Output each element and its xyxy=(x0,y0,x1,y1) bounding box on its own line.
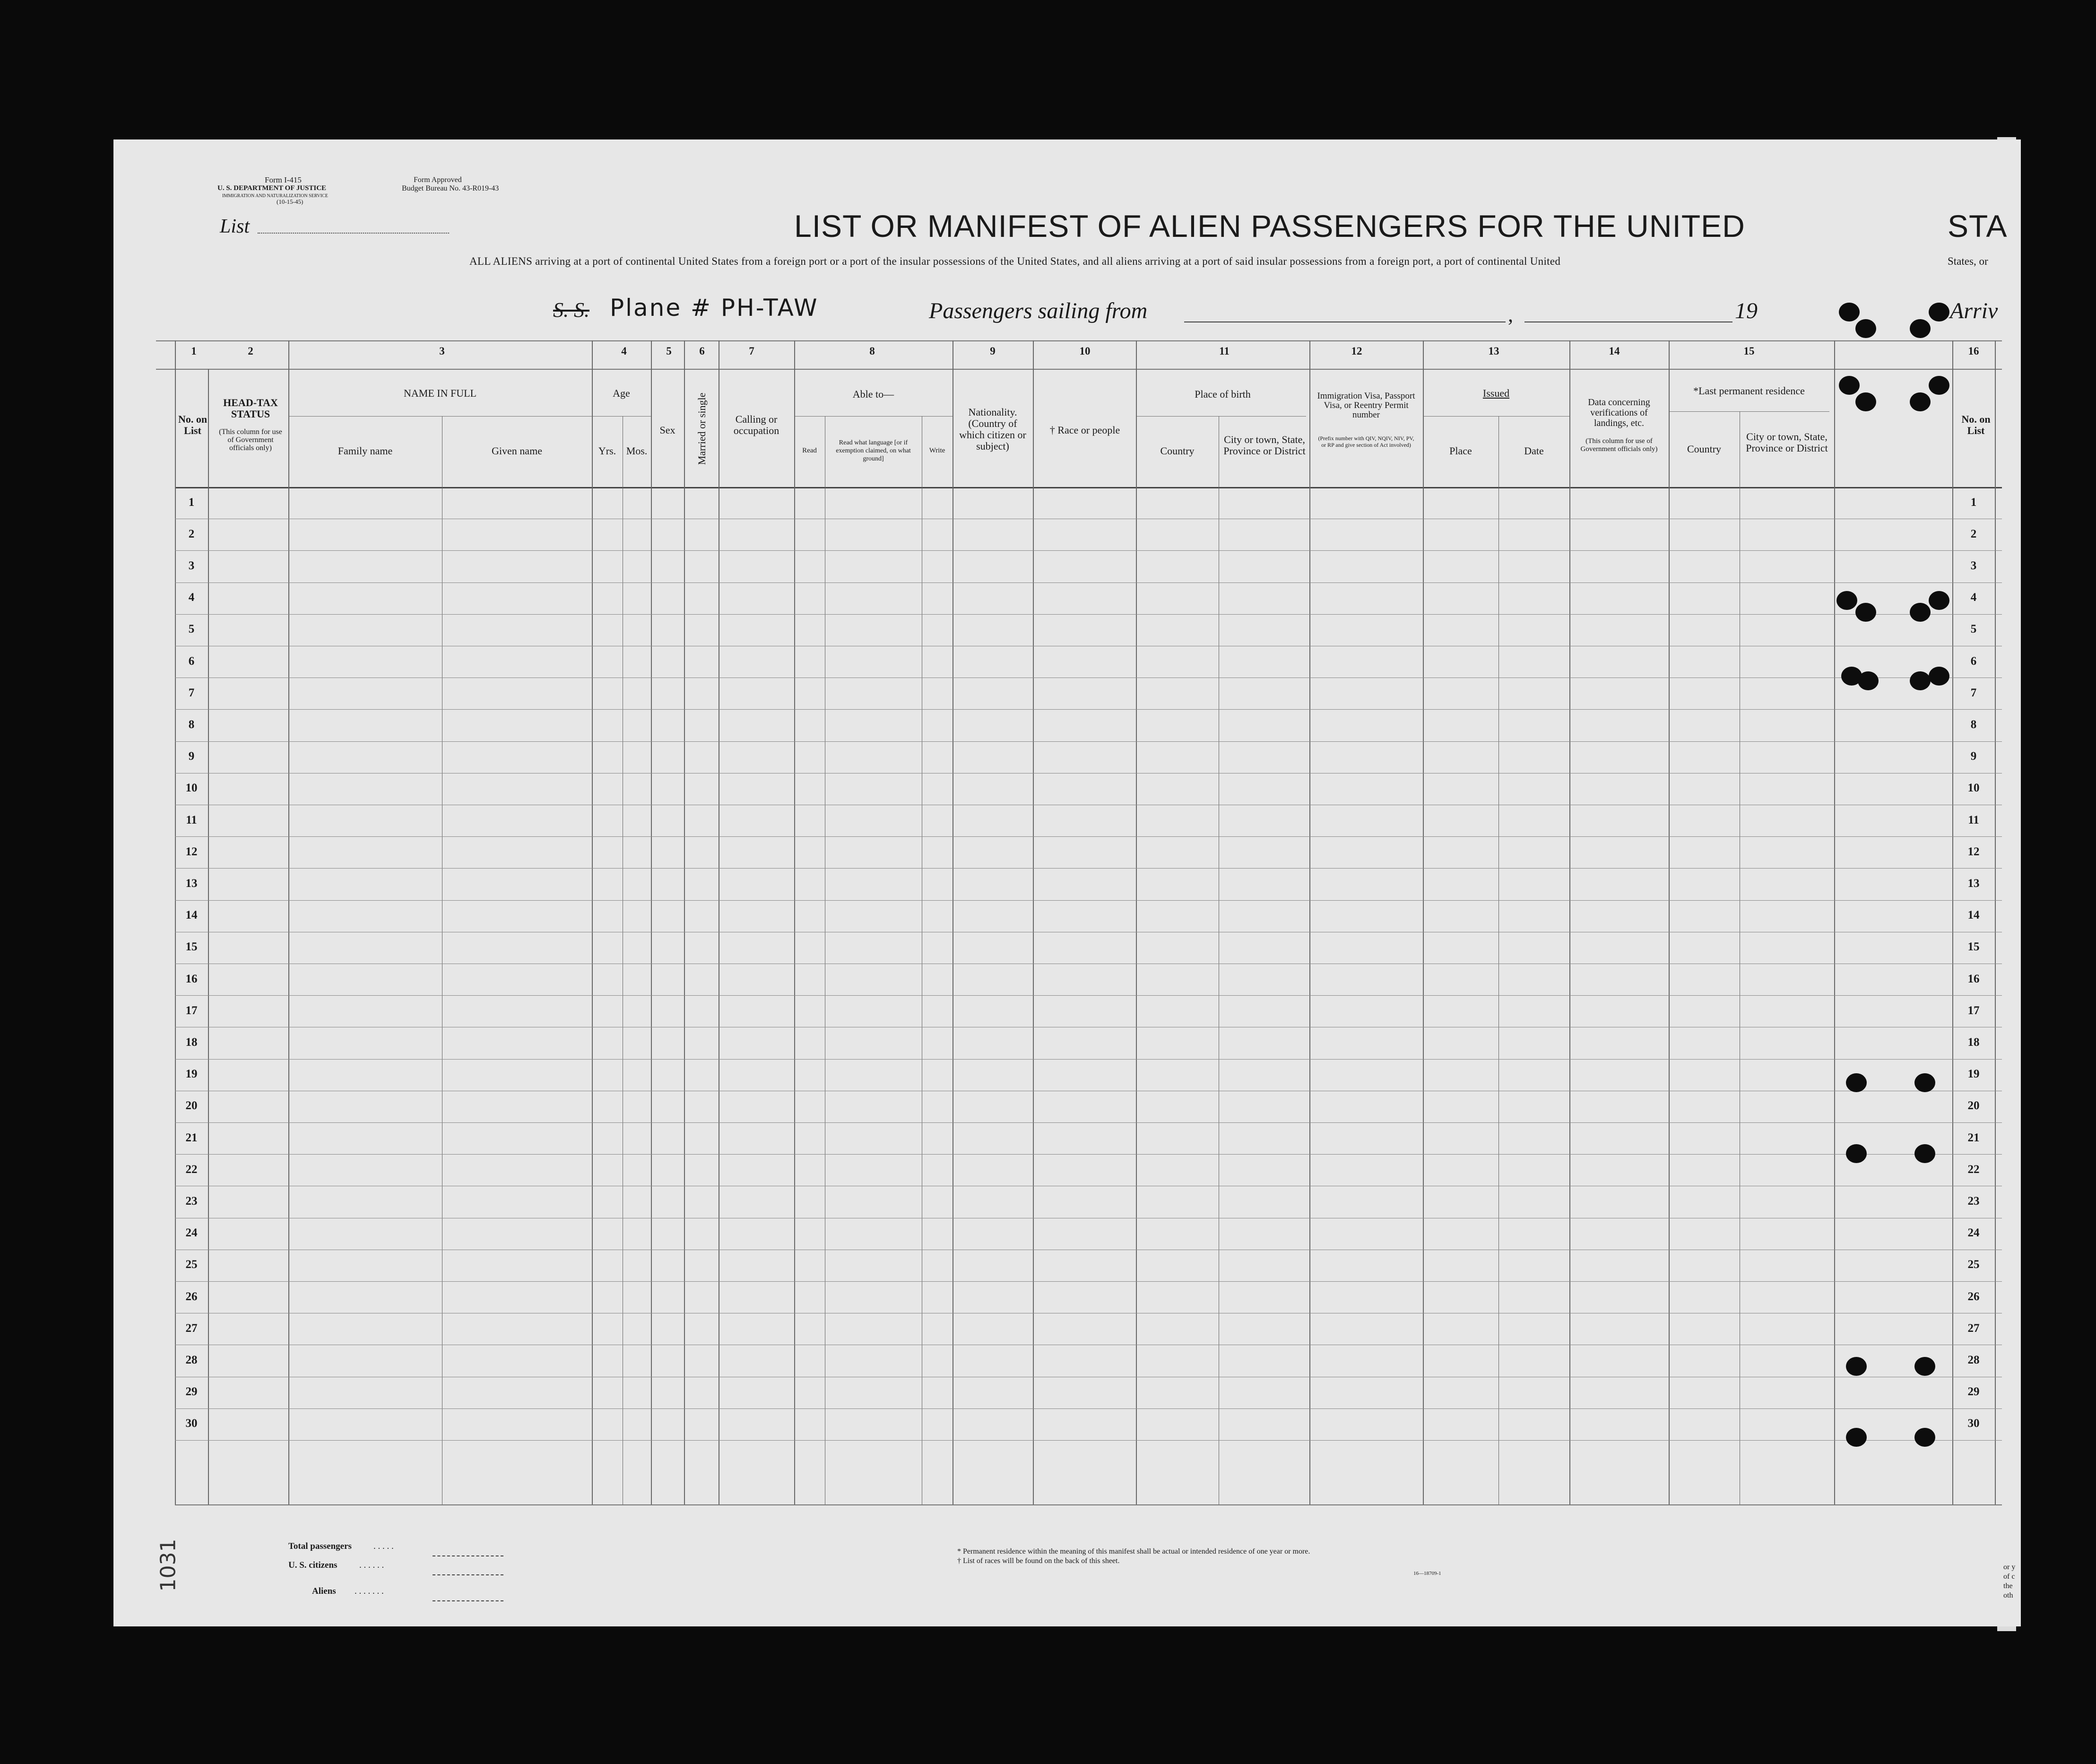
colnum-2: 2 xyxy=(248,345,253,357)
row-number: 28 xyxy=(185,1354,198,1366)
row-number: 27 xyxy=(185,1321,198,1335)
binder-hole xyxy=(1846,1428,1867,1447)
write-header: Write xyxy=(929,447,945,454)
head-tax-header: HEAD-TAX STATUS xyxy=(223,397,278,420)
header-bottom-border xyxy=(175,487,2002,488)
row-divider xyxy=(175,582,2002,583)
calling-header: Calling or occupation xyxy=(733,413,780,436)
residence-country-header: Country xyxy=(1687,443,1722,455)
colnum-16: 16 xyxy=(1968,345,1979,357)
row-number-right: 17 xyxy=(1967,1004,1980,1017)
department: U. S. DEPARTMENT OF JUSTICE xyxy=(217,184,327,192)
row-number-right: 29 xyxy=(1967,1385,1980,1399)
row-number: 15 xyxy=(185,940,198,954)
immigration-visa-header: Immigration Visa, Passport Visa, or Reentry Permit number xyxy=(1317,391,1415,420)
manifest-page xyxy=(113,139,2021,1626)
row-number: 14 xyxy=(185,909,198,922)
year-prefix: 19 xyxy=(1735,298,1758,323)
binder-hole xyxy=(1855,392,1876,411)
citizens-dots: . . . . . . xyxy=(359,1560,384,1570)
subtitle-cut: States, or xyxy=(1948,255,1988,267)
row-divider xyxy=(175,995,2002,996)
colnum-4: 4 xyxy=(621,345,627,357)
birth-country-header: Country xyxy=(1160,445,1195,457)
row-divider xyxy=(175,550,2002,551)
colnum-6: 6 xyxy=(699,345,705,357)
row-number-right: 28 xyxy=(1967,1354,1980,1366)
total-dots: . . . . . xyxy=(373,1541,394,1551)
row-number-right: 6 xyxy=(1970,654,1977,668)
sex-header: Sex xyxy=(659,424,676,436)
row-number: 24 xyxy=(185,1226,198,1240)
row-number-right: 30 xyxy=(1967,1417,1980,1430)
row-divider xyxy=(175,868,2002,869)
ss-label: S. S. xyxy=(553,298,589,322)
last-residence-header: *Last permanent residence xyxy=(1693,385,1805,397)
us-citizens-field[interactable] xyxy=(433,1574,503,1575)
service: IMMIGRATION AND NATURALIZATION SERVICE xyxy=(222,193,328,199)
row-number-right: 5 xyxy=(1970,623,1977,636)
binder-hole xyxy=(1910,603,1931,622)
row-number: 1 xyxy=(188,495,195,509)
yrs-header: Yrs. xyxy=(598,445,616,457)
row-number: 25 xyxy=(185,1258,198,1271)
row-number: 23 xyxy=(185,1195,198,1208)
row-number-right: 25 xyxy=(1967,1258,1980,1271)
note-residence: * Permanent residence within the meaning of this manifest shall be actual or intended residence of one year or more. xyxy=(957,1547,1310,1555)
row-number-right: 1 xyxy=(1970,495,1977,509)
row-number: 30 xyxy=(185,1417,198,1430)
married-header: Married or single xyxy=(696,392,708,465)
colnum-10: 10 xyxy=(1079,345,1091,357)
binder-hole xyxy=(1839,303,1860,322)
binder-hole xyxy=(1836,591,1857,610)
row-number-right: 15 xyxy=(1967,940,1980,954)
binder-hole xyxy=(1855,319,1876,338)
list-field[interactable] xyxy=(258,233,449,234)
colnum-5: 5 xyxy=(666,345,672,357)
row-number: 9 xyxy=(188,750,195,763)
sailing-label: Passengers sailing from xyxy=(929,298,1148,323)
binder-hole xyxy=(1910,319,1931,338)
aliens-label: Aliens xyxy=(312,1586,336,1596)
birth-subheader-line xyxy=(1136,416,1306,417)
row-number: 6 xyxy=(188,654,195,668)
right-cut-text: or y of c the oth xyxy=(2003,1563,2016,1599)
approval: Form Approved xyxy=(414,176,462,184)
comma: , xyxy=(1508,303,1513,326)
row-number-right: 10 xyxy=(1967,782,1980,795)
binder-hole xyxy=(1914,1357,1935,1376)
row-divider xyxy=(175,1154,2002,1155)
colnum-12: 12 xyxy=(1351,345,1362,357)
row-number: 16 xyxy=(185,972,198,985)
row-number: 5 xyxy=(188,623,195,636)
issued-subheader-line xyxy=(1423,416,1569,417)
row-number: 2 xyxy=(188,527,195,540)
note-races: † List of races will be found on the back of this sheet. xyxy=(957,1557,1120,1565)
colnum-border xyxy=(156,369,2002,370)
colnum-8: 8 xyxy=(869,345,875,357)
page-title-cut: STA xyxy=(1948,209,2008,243)
row-number-right: 7 xyxy=(1970,686,1977,699)
read-language-header: Read what language [or if exemption claimed, on what ground] xyxy=(836,439,911,462)
row-divider xyxy=(175,709,2002,710)
page-title: LIST OR MANIFEST OF ALIEN PASSENGERS FOR THE UNITED xyxy=(794,209,1745,243)
row-number: 17 xyxy=(185,1004,198,1017)
able-to-header: Able to— xyxy=(852,388,894,400)
colnum-15: 15 xyxy=(1743,345,1755,357)
row-divider xyxy=(175,1281,2002,1282)
row-number: 7 xyxy=(188,686,195,699)
place-of-birth-header: Place of birth xyxy=(1195,388,1251,400)
row-number-right: 21 xyxy=(1967,1131,1980,1144)
row-number-right: 26 xyxy=(1967,1290,1980,1303)
row-divider xyxy=(175,900,2002,901)
form-id: Form I-415 xyxy=(265,175,302,184)
birth-city-header: City or town, State, Province or District xyxy=(1223,434,1306,457)
issued-place-header: Place xyxy=(1449,445,1472,457)
row-number: 29 xyxy=(185,1385,198,1399)
race-header: † Race or people xyxy=(1049,424,1120,436)
row-number-right: 18 xyxy=(1967,1036,1980,1049)
able-subheader-line xyxy=(794,416,953,417)
no-on-list-right-header: No. on List xyxy=(1961,413,1991,436)
row-number: 21 xyxy=(185,1131,198,1144)
row-number: 19 xyxy=(185,1068,198,1081)
handwritten-margin-number: 1031 xyxy=(156,1538,181,1592)
row-divider xyxy=(175,1122,2002,1123)
binder-hole xyxy=(1846,1357,1867,1376)
row-number-right: 11 xyxy=(1968,813,1979,826)
row-number-right: 9 xyxy=(1970,750,1977,763)
age-header: Age xyxy=(613,387,630,399)
colnum-1: 1 xyxy=(191,345,197,357)
row-number: 26 xyxy=(185,1290,198,1303)
row-number-right: 19 xyxy=(1967,1068,1980,1081)
binder-hole xyxy=(1846,1144,1867,1163)
family-name-header: Family name xyxy=(338,445,393,457)
data-concerning-note: (This column for use of Government officials only) xyxy=(1580,437,1658,453)
binder-hole xyxy=(1929,667,1949,686)
issued-date-header: Date xyxy=(1524,445,1544,457)
read-header: Read xyxy=(802,447,817,454)
row-number: 11 xyxy=(186,813,197,826)
row-number: 10 xyxy=(185,782,198,795)
row-number: 22 xyxy=(185,1163,198,1176)
colnum-11: 11 xyxy=(1219,345,1230,357)
row-divider xyxy=(175,1440,2002,1441)
table-top-border xyxy=(156,340,2002,341)
row-number-right: 20 xyxy=(1967,1099,1980,1112)
row-number-right: 27 xyxy=(1967,1321,1980,1335)
age-subheader-line xyxy=(592,416,651,417)
row-divider xyxy=(175,741,2002,742)
nationality-header: Nationality. (Country of which citizen or subject) xyxy=(959,406,1026,452)
colnum-9: 9 xyxy=(990,345,996,357)
row-number-right: 12 xyxy=(1967,845,1980,858)
row-number: 18 xyxy=(185,1036,198,1049)
binder-hole xyxy=(1929,591,1949,610)
binder-hole xyxy=(1929,303,1949,322)
row-number-right: 4 xyxy=(1970,591,1977,604)
row-number: 20 xyxy=(185,1099,198,1112)
print-code: 16—18709-1 xyxy=(1413,1571,1441,1576)
table-bottom-border xyxy=(175,1504,2002,1505)
arriving-cut: Arriv xyxy=(1950,298,1998,323)
no-on-list-header: No. on List xyxy=(178,413,208,436)
residence-city-header: City or town, State, Province or District xyxy=(1746,431,1828,454)
row-number-right: 13 xyxy=(1967,877,1980,890)
row-divider xyxy=(175,836,2002,837)
row-number: 3 xyxy=(188,559,195,572)
immigration-visa-note: (Prefix number with QIV, NQIV, NIV, PV, or RP and give section of Act involved) xyxy=(1318,435,1414,448)
binder-hole xyxy=(1846,1073,1867,1092)
row-number: 13 xyxy=(185,877,198,890)
row-divider xyxy=(175,1059,2002,1060)
row-number-right: 14 xyxy=(1967,909,1980,922)
head-tax-note: (This column for use of Government officials only) xyxy=(219,428,282,452)
budget-number: Budget Bureau No. 43-R019-43 xyxy=(402,184,499,192)
binder-hole xyxy=(1914,1144,1935,1163)
row-number: 12 xyxy=(185,845,198,858)
row-number-right: 2 xyxy=(1970,527,1977,540)
colnum-14: 14 xyxy=(1609,345,1620,357)
binder-hole xyxy=(1910,671,1931,690)
name-in-full-header: NAME IN FULL xyxy=(404,387,476,399)
row-number-right: 3 xyxy=(1970,559,1977,572)
row-number-right: 24 xyxy=(1967,1226,1980,1240)
row-number-right: 16 xyxy=(1967,972,1980,985)
list-label: List xyxy=(220,216,250,237)
row-number: 4 xyxy=(188,591,195,604)
row-divider xyxy=(175,614,2002,615)
binder-hole xyxy=(1839,376,1860,395)
issued-header: Issued xyxy=(1482,387,1510,399)
row-number: 8 xyxy=(188,718,195,731)
form-date: (10-15-45) xyxy=(277,198,303,205)
aliens-dots: . . . . . . . xyxy=(355,1586,384,1596)
data-concerning-header: Data concerning verifications of landings, etc. xyxy=(1588,397,1650,428)
subtitle: ALL ALIENS arriving at a port of continental United States from a foreign port or a port of the insular possessions of the United States, and all aliens arriving at a port of said insular possessions from a foreign port, a port of continental United xyxy=(469,255,1561,267)
total-passengers-field[interactable] xyxy=(433,1555,503,1556)
binder-hole xyxy=(1910,392,1931,411)
mos-header: Mos. xyxy=(626,445,648,457)
colnum-7: 7 xyxy=(749,345,754,357)
colnum-3: 3 xyxy=(439,345,445,357)
row-number-right: 23 xyxy=(1967,1195,1980,1208)
total-passengers-label: Total passengers xyxy=(288,1541,352,1551)
aliens-field[interactable] xyxy=(433,1600,503,1601)
binder-hole xyxy=(1855,603,1876,622)
ss-handwritten-entry[interactable]: Plane # PH-TAW xyxy=(610,294,819,322)
residence-subheader-line xyxy=(1669,411,1829,412)
binder-hole xyxy=(1929,376,1949,395)
row-number-right: 8 xyxy=(1970,718,1977,731)
row-number-right: 22 xyxy=(1967,1163,1980,1176)
binder-hole xyxy=(1914,1428,1935,1447)
given-name-header: Given name xyxy=(492,445,542,457)
binder-hole xyxy=(1858,671,1879,690)
colnum-13: 13 xyxy=(1488,345,1499,357)
binder-hole xyxy=(1914,1073,1935,1092)
us-citizens-label: U. S. citizens xyxy=(288,1560,338,1570)
row-divider xyxy=(175,1408,2002,1409)
